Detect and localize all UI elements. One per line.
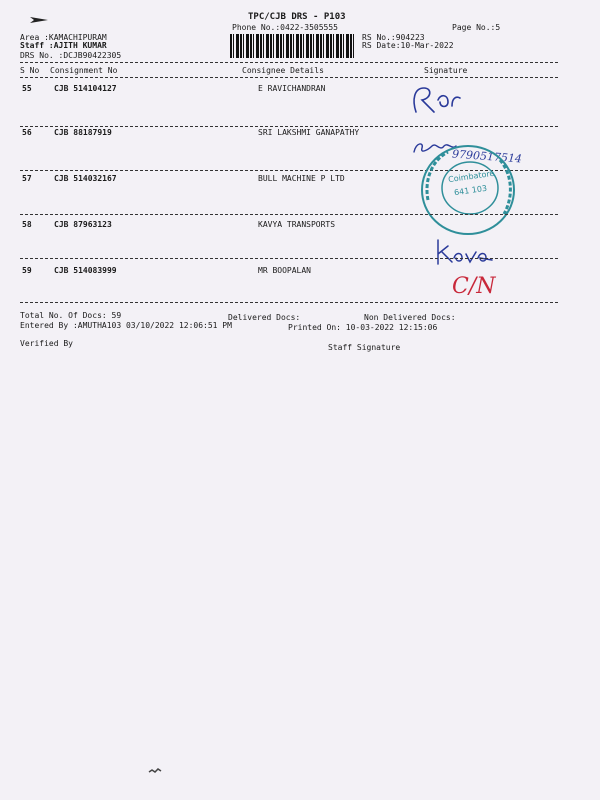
- row-consignee: MR BOOPALAN: [258, 266, 311, 275]
- divider: [20, 77, 558, 78]
- courier-logo-icon: [30, 16, 48, 24]
- row-sno: 55: [22, 84, 32, 93]
- row-consignee: KAVYA TRANSPORTS: [258, 220, 336, 229]
- verified-by: Verified By: [20, 339, 73, 348]
- row-consignment: CJB 88187919: [54, 128, 112, 137]
- divider: [20, 62, 558, 63]
- signature-scribble-row-58: [434, 236, 496, 268]
- company-seal-stamp: [416, 140, 520, 240]
- signature-scribble-row-55: [408, 82, 464, 118]
- row-consignment: CJB 514083999: [54, 266, 117, 275]
- printed-on: Printed On: 10-03-2022 12:15:06: [288, 323, 438, 332]
- divider: [20, 214, 558, 215]
- page-number: Page No.:5: [452, 23, 501, 32]
- drs-number: DRS No. :DCJB90422305: [20, 51, 122, 60]
- delivered-docs: Delivered Docs:: [228, 313, 301, 322]
- divider: [20, 258, 558, 259]
- staff-field: Staff :AJITH KUMAR: [20, 41, 107, 50]
- row-sno: 56: [22, 128, 32, 137]
- stamp-city: Coimbatore: [447, 168, 495, 185]
- phone-number: Phone No.:0422-3505555: [232, 23, 338, 32]
- col-sno: S No: [20, 66, 40, 75]
- row-sno: 59: [22, 266, 32, 275]
- staff-signature-label: Staff Signature: [328, 343, 401, 352]
- rs-date: RS Date:10-Mar-2022: [362, 41, 454, 50]
- row-consignee: SRI LAKSHMI GANAPATHY: [258, 128, 360, 137]
- document-title: TPC/CJB DRS - P103: [248, 12, 346, 22]
- area-field: Area :KAMACHIPURAM: [20, 33, 107, 42]
- row-sno: 57: [22, 174, 32, 183]
- total-docs: Total No. Of Docs: 59: [20, 311, 122, 320]
- row-consignee: BULL MACHINE P LTD: [258, 174, 345, 183]
- scan-smudge: [148, 768, 162, 774]
- row-sno: 58: [22, 220, 32, 229]
- row-consignment: CJB 514032167: [54, 174, 117, 183]
- divider: [20, 302, 558, 303]
- rs-number: RS No.:904223: [362, 33, 425, 42]
- handwritten-phone: 9790517514: [451, 147, 523, 166]
- divider: [20, 126, 558, 127]
- row-consignment: CJB 87963123: [54, 220, 112, 229]
- non-delivered-docs: Non Delivered Docs:: [364, 313, 456, 322]
- col-consignee: Consignee Details: [242, 66, 324, 75]
- handwritten-cn-note: C/N: [452, 274, 496, 299]
- row-consignee: E RAVICHANDRAN: [258, 84, 326, 93]
- col-signature: Signature: [424, 66, 468, 75]
- stamp-code: 641 103: [453, 183, 488, 198]
- barcode: [230, 34, 354, 58]
- entered-by: Entered By :AMUTHA103 03/10/2022 12:06:51 PM: [20, 321, 232, 330]
- row-consignment: CJB 514104127: [54, 84, 117, 93]
- col-consignment: Consignment No: [50, 66, 118, 75]
